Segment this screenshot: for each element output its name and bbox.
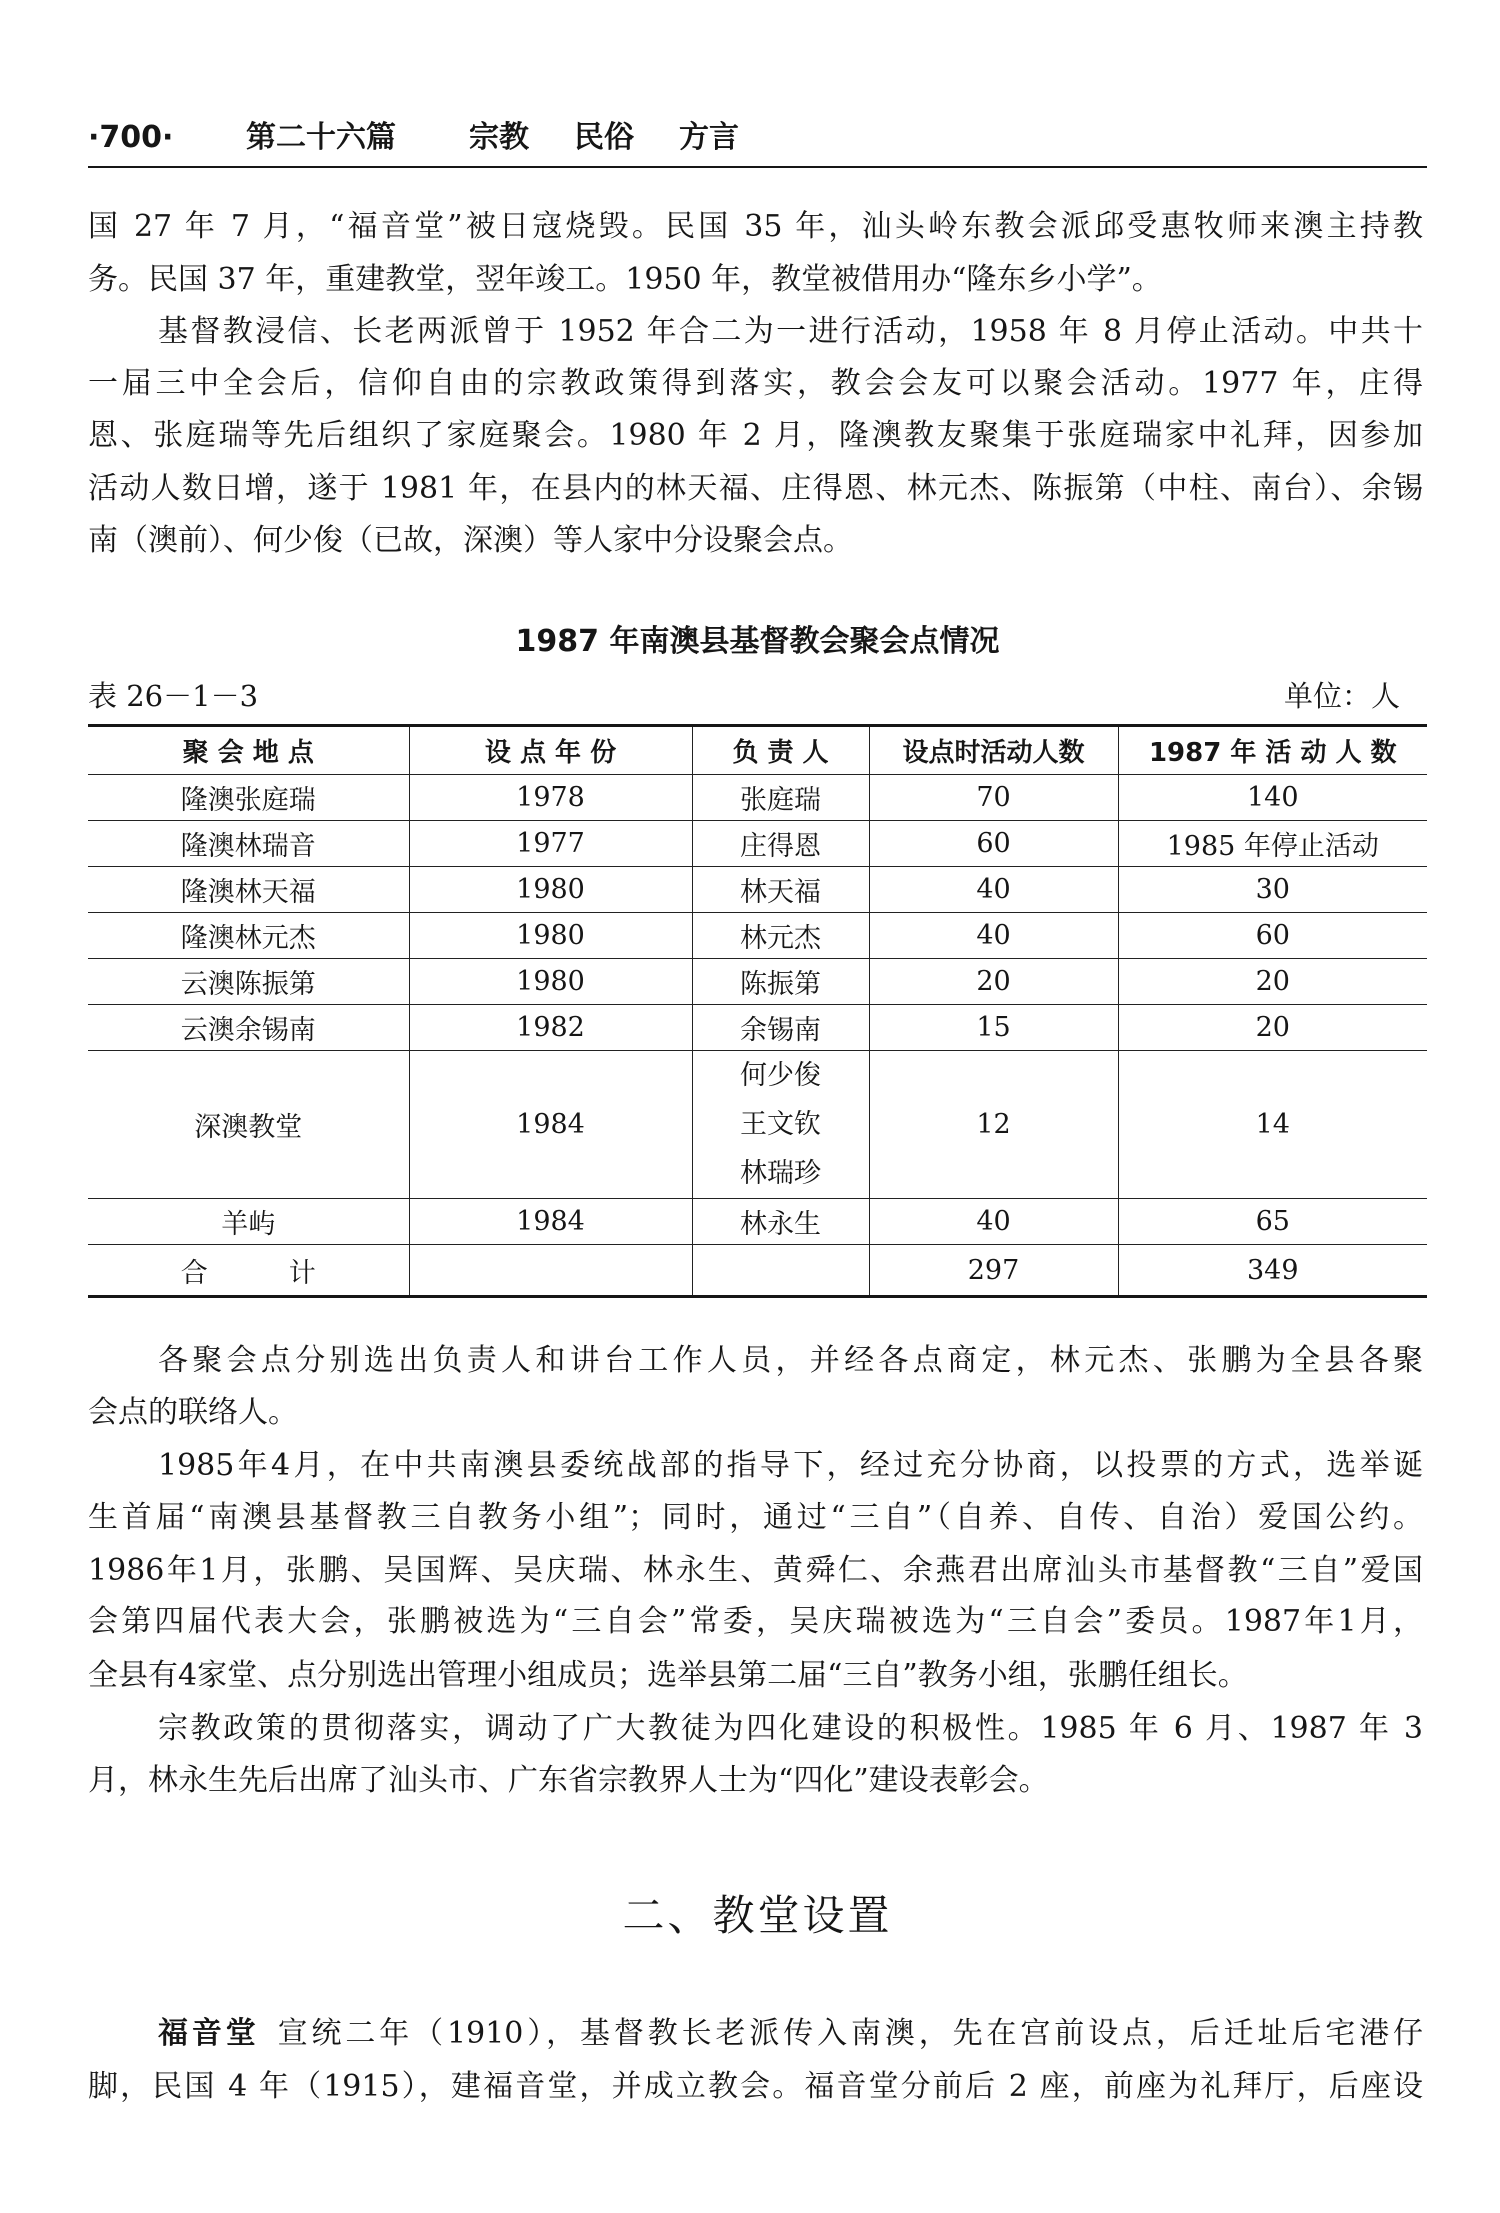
text-line: 会点的联络人。 — [88, 1395, 298, 1430]
location-cell: 隆澳林天福 — [88, 867, 409, 913]
count-1987-cell: 1985 年停止活动 — [1118, 821, 1427, 867]
column-header-year: 设 点 年 份 — [409, 726, 692, 775]
part-title: 第二十六篇 — [246, 120, 396, 155]
leader-cell: 林元杰 — [692, 913, 869, 959]
year-cell: 1978 — [409, 775, 692, 821]
leader-cell: 林永生 — [692, 1199, 869, 1245]
total-label: 合 计 — [180, 1257, 316, 1289]
column-header-location: 聚 会 地 点 — [88, 726, 409, 775]
table-row — [88, 1051, 1427, 1199]
text-line: 南（澳前）、何少俊（已故，深澳）等人家中分设聚会点。 — [88, 523, 853, 558]
text-line: 活动人数日增，遂于 1981 年，在县内的林天福、庄得恩、林元杰、陈振第（中柱、南台）、余锡 — [88, 471, 1423, 506]
year-cell: 1980 — [409, 867, 692, 913]
text-line: 生首届“南澳县基督教三自教务小组”；同时，通过“三自”（自养、自传、自治）爱国公约。 — [88, 1500, 1423, 1535]
text-line: 脚，民国 4 年（1915），建福音堂，并成立教会。福音堂分前后 2 座，前座为礼拜厅，后座设 — [88, 2069, 1423, 2104]
column-header-leader: 负 责 人 — [692, 726, 869, 775]
table-row — [88, 1005, 1427, 1051]
table-row — [88, 867, 1427, 913]
initial-count-cell: 12 — [869, 1051, 1118, 1199]
year-cell: 1977 — [409, 821, 692, 867]
year-cell: 1984 — [409, 1051, 692, 1199]
initial-count-cell: 15 — [869, 1005, 1118, 1051]
count-1987-cell: 65 — [1118, 1199, 1427, 1245]
location-cell: 云澳陈振第 — [88, 959, 409, 1005]
leader-cell — [692, 1051, 869, 1199]
table-unit: 单位：人 — [1283, 679, 1400, 713]
initial-count-cell: 60 — [869, 821, 1118, 867]
total-label-cell — [88, 1245, 409, 1297]
text-line: 务。民国 37 年，重建教堂，翌年竣工。1950 年，教堂被借用办“隆东乡小学”。 — [88, 262, 1162, 297]
location-cell: 云澳余锡南 — [88, 1005, 409, 1051]
initial-count-cell: 40 — [869, 867, 1118, 913]
count-1987-cell: 30 — [1118, 867, 1427, 913]
empty-cell — [692, 1245, 869, 1297]
text-line: 基督教浸信、长老两派曾于 1952 年合二为一进行活动，1958 年 8 月停止活动。中共十 — [158, 314, 1423, 349]
text-line: 全县有4家堂、点分别选出管理小组成员；选举县第二届“三自”教务小组，张鹏任组长。 — [88, 1658, 1248, 1693]
table-total-row — [88, 1245, 1427, 1297]
table-row — [88, 959, 1427, 1005]
count-1987-cell: 20 — [1118, 1005, 1427, 1051]
year-cell: 1980 — [409, 959, 692, 1005]
count-1987-cell: 14 — [1118, 1051, 1427, 1199]
leader-name: 王文钦 — [740, 1109, 821, 1140]
table-header-row — [88, 726, 1427, 775]
leader-cell: 林天福 — [692, 867, 869, 913]
table-row — [88, 1199, 1427, 1245]
year-cell: 1980 — [409, 913, 692, 959]
section-heading: 二、教堂设置 — [622, 1891, 893, 1940]
column-header-count-1987: 1987 年 活 动 人 数 — [1118, 726, 1427, 775]
page-number: ·700· — [88, 120, 174, 155]
column-header-initial-count: 设点时活动人数 — [869, 726, 1118, 775]
text-line: 1986年1月，张鹏、吴国辉、吴庆瑞、林永生、黄舜仁、余燕君出席汕头市基督教“三自”爱国 — [88, 1553, 1423, 1588]
initial-count-cell: 70 — [869, 775, 1118, 821]
initial-count-cell: 40 — [869, 1199, 1118, 1245]
leader-name: 何少俊 — [740, 1060, 821, 1091]
leader-cell: 余锡南 — [692, 1005, 869, 1051]
entry-term: 福音堂 — [158, 2016, 260, 2051]
year-cell: 1984 — [409, 1199, 692, 1245]
text-line: 各聚会点分别选出负责人和讲台工作人员，并经各点商定，林元杰、张鹏为全县各聚 — [158, 1343, 1423, 1378]
leader-cell: 庄得恩 — [692, 821, 869, 867]
entry-text: 宣统二年（1910），基督教长老派传入南澳，先在宫前设点，后迁址后宅港仔 — [277, 2016, 1424, 2051]
text-line: 1985年4月，在中共南澳县委统战部的指导下，经过充分协商，以投票的方式，选举诞 — [158, 1448, 1423, 1483]
year-cell: 1982 — [409, 1005, 692, 1051]
header-topic: 民俗 — [574, 120, 634, 155]
count-1987-cell: 140 — [1118, 775, 1427, 821]
location-cell: 隆澳林元杰 — [88, 913, 409, 959]
count-1987-cell: 60 — [1118, 913, 1427, 959]
location-cell: 深澳教堂 — [88, 1051, 409, 1199]
initial-count-cell: 40 — [869, 913, 1118, 959]
table-title: 1987 年南澳县基督教会聚会点情况 — [515, 624, 1000, 659]
gathering-points-table — [88, 724, 1427, 1298]
location-cell: 羊屿 — [88, 1199, 409, 1245]
leader-cell: 陈振第 — [692, 959, 869, 1005]
location-cell: 隆澳林瑞音 — [88, 821, 409, 867]
table-number: 表 26－1－3 — [88, 679, 259, 713]
text-line: 会第四届代表大会，张鹏被选为“三自会”常委，吴庆瑞被选为“三自会”委员。1987年1月， — [88, 1604, 1423, 1639]
location-cell: 隆澳张庭瑞 — [88, 775, 409, 821]
text-line — [158, 2008, 1423, 2060]
leader-name: 林瑞珍 — [740, 1158, 821, 1189]
table-row — [88, 913, 1427, 959]
table-row — [88, 821, 1427, 867]
leader-cell: 张庭瑞 — [692, 775, 869, 821]
initial-count-cell: 20 — [869, 959, 1118, 1005]
count-1987-cell: 20 — [1118, 959, 1427, 1005]
header-topic: 宗教 — [469, 120, 529, 155]
table-row — [88, 775, 1427, 821]
header-rule — [88, 166, 1427, 168]
total-initial-count-cell: 297 — [869, 1245, 1118, 1297]
text-line: 恩、张庭瑞等先后组织了家庭聚会。1980 年 2 月，隆澳教友聚集于张庭瑞家中礼拜，因参加 — [88, 418, 1423, 453]
text-line: 国 27 年 7 月，“福音堂”被日寇烧毁。民国 35 年，汕头岭东教会派邱受惠牧师来澳主持教 — [88, 209, 1423, 244]
text-line: 月，林永生先后出席了汕头市、广东省宗教界人士为“四化”建设表彰会。 — [88, 1763, 1049, 1798]
total-count-1987-cell: 349 — [1118, 1245, 1427, 1297]
header-topic: 方言 — [679, 120, 739, 155]
text-line: 一届三中全会后，信仰自由的宗教政策得到落实，教会会友可以聚会活动。1977 年，庄得 — [88, 366, 1423, 401]
empty-cell — [409, 1245, 692, 1297]
text-line: 宗教政策的贯彻落实，调动了广大教徒为四化建设的积极性。1985 年 6 月、1987 年 3 — [158, 1711, 1423, 1746]
